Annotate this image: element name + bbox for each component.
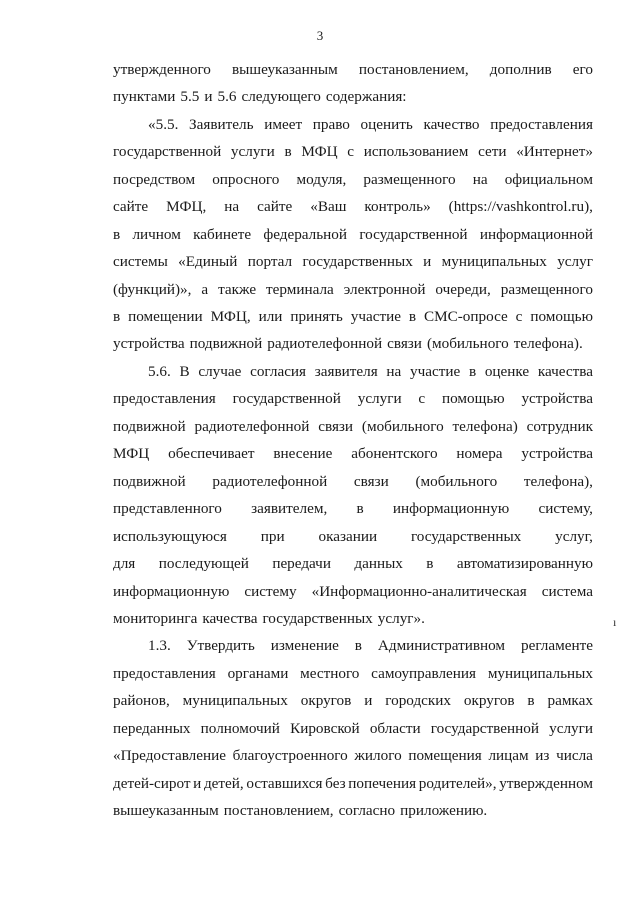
text-line: 5.6. В случае согласия заявителя на участие в оценке качества — [148, 363, 593, 380]
text-line: информационную систему «Информационно-аналитическая система — [113, 583, 593, 600]
margin-mark: ı — [613, 615, 617, 629]
text-line: детей-сирот и детей, оставшихся без попечения родителей», утвержденном — [113, 775, 593, 792]
page-number: 3 — [316, 28, 324, 43]
text-line: подвижной радиотелефонной связи (мобильного телефона) сотрудник — [113, 418, 593, 435]
text-line: представленного заявителем, в информационную систему, — [113, 500, 593, 517]
text-line: предоставления государственной услуги с помощью устройства — [113, 390, 593, 407]
text-line: для последующей передачи данных в автоматизированную — [113, 555, 593, 572]
text-line: переданных полномочий Кировской области государственной услуги — [113, 720, 593, 737]
text-line: «5.5. Заявитель имеет право оценить качество предоставления — [148, 116, 593, 133]
text-line: пунктами 5.5 и 5.6 следующего содержания: — [113, 88, 407, 105]
text-line: утвержденного вышеуказанным постановлением, дополнив его — [113, 61, 593, 78]
text-line: 1.3. Утвердить изменение в Административном регламенте — [148, 637, 593, 654]
text-line: мониторинга качества государственных услуг». — [113, 610, 425, 627]
text-line: «Предоставление благоустроенного жилого помещения лицам из числа — [113, 747, 593, 764]
text-line: посредством опросного модуля, размещенного на официальном — [113, 171, 593, 188]
text-line: (функций)», а также терминала электронной очереди, размещенного — [113, 281, 593, 298]
text-line: подвижной радиотелефонной связи (мобильного телефона), — [113, 473, 593, 490]
text-line: использующуюся при оказании государственных услуг, — [113, 528, 593, 545]
text-line: устройства подвижной радиотелефонной связи (мобильного телефона). — [113, 335, 583, 352]
text-line: районов, муниципальных округов и городских округов в рамках — [113, 692, 593, 709]
text-line: государственной услуги в МФЦ с использованием сети «Интернет» — [113, 143, 593, 160]
text-line: сайте МФЦ, на сайте «Ваш контроль» (https://vashkontrol.ru), — [113, 198, 593, 215]
text-line: предоставления органами местного самоуправления муниципальных — [113, 665, 593, 682]
text-line: в помещении МФЦ, или принять участие в СМС-опросе с помощью — [113, 308, 593, 325]
text-line: вышеуказанным постановлением, согласно приложению. — [113, 802, 488, 819]
text-line: в личном кабинете федеральной государственной информационной — [113, 226, 593, 243]
text-line: МФЦ обеспечивает внесение абонентского номера устройства — [113, 445, 593, 462]
text-line: системы «Единый портал государственных и муниципальных услуг — [113, 253, 593, 270]
